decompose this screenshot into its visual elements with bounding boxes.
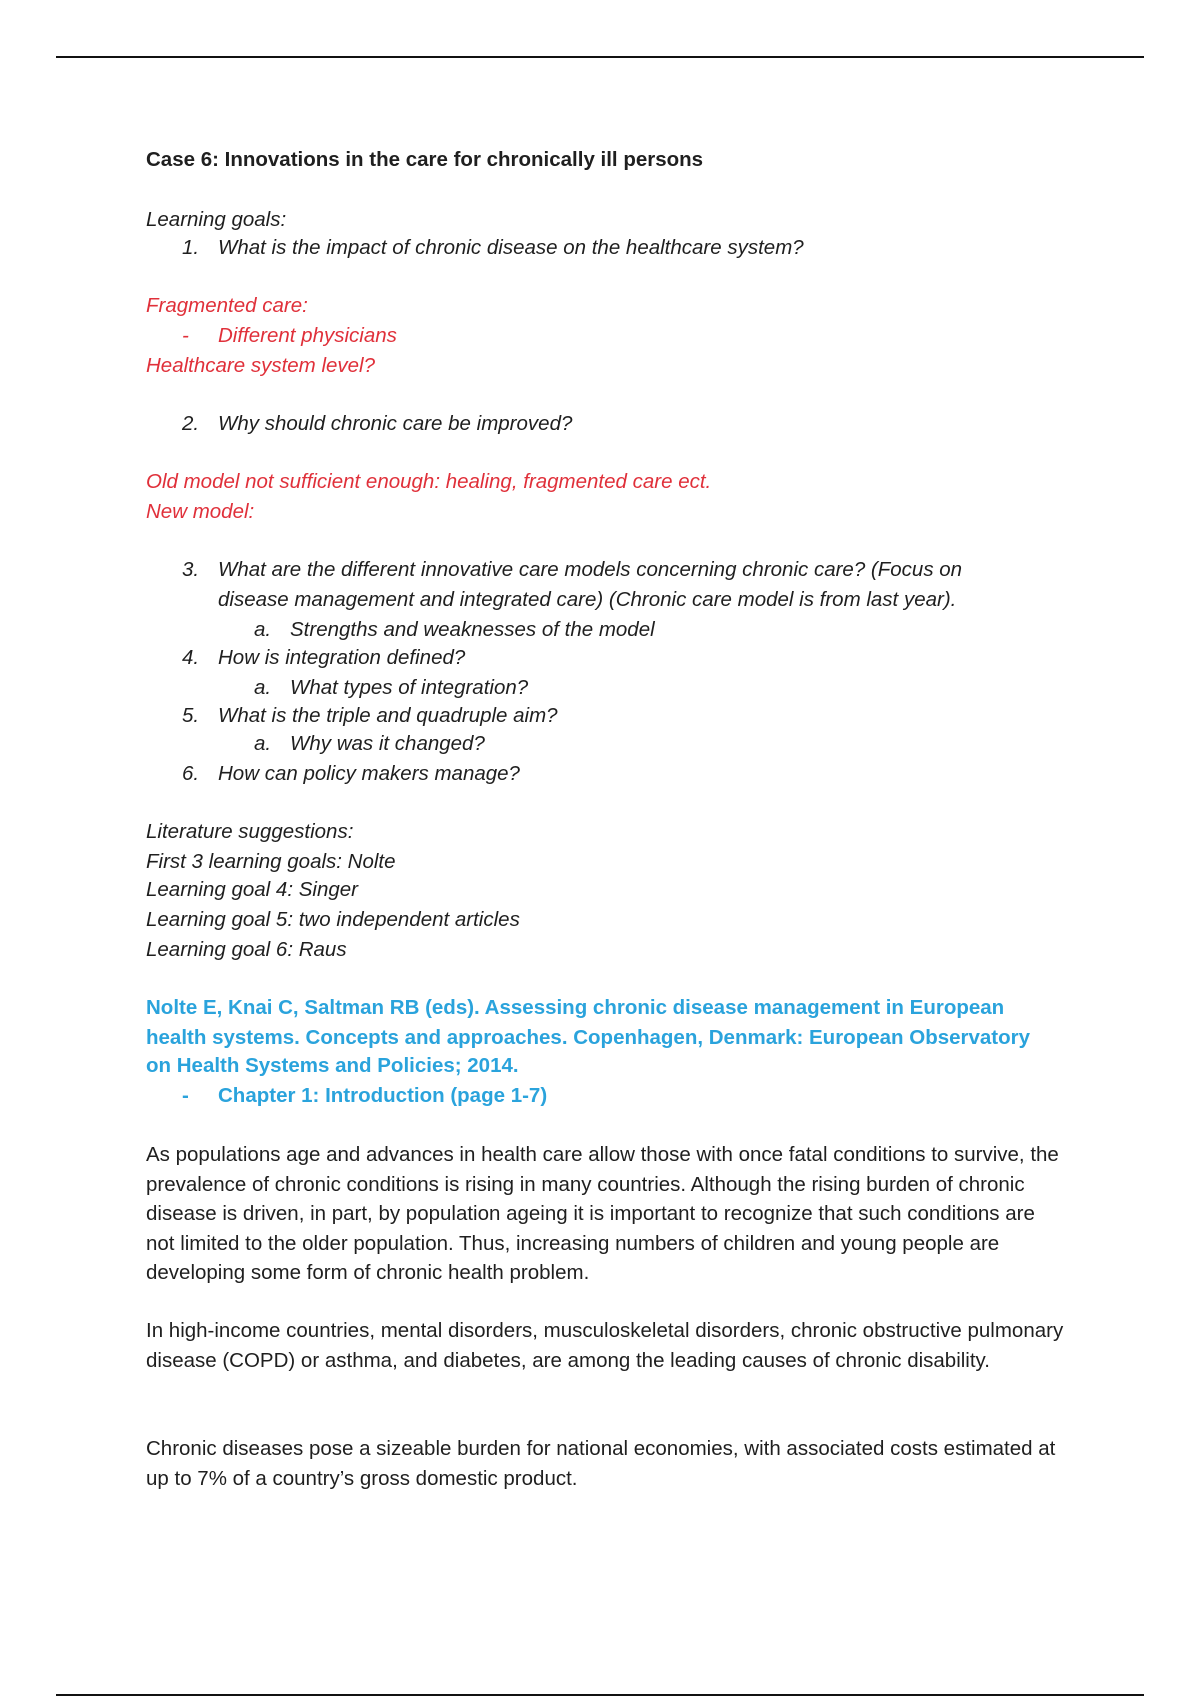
goal-text: Strengths and weaknesses of the model — [290, 618, 655, 641]
goal-6 — [146, 760, 520, 788]
note-new-model: New model: — [146, 500, 255, 523]
literature-item: Learning goal 6: Raus — [146, 938, 347, 961]
goal-text: What is the triple and quadruple aim? — [218, 704, 558, 727]
bottom-rule — [56, 1694, 1144, 1696]
literature-item: Learning goal 4: Singer — [146, 878, 358, 901]
goal-letter: a. — [254, 618, 272, 641]
goal-text: What is the impact of chronic disease on the healthcare system? — [218, 236, 804, 259]
bullet-text: Different physicians — [218, 324, 397, 347]
reference-line-3: on Health Systems and Policies; 2014. — [146, 1054, 519, 1077]
note-system-level: Healthcare system level? — [146, 354, 376, 377]
goal-number: 2. — [182, 412, 200, 435]
top-rule — [56, 56, 1144, 58]
goal-5a — [146, 730, 485, 758]
goal-number: 5. — [182, 704, 200, 727]
dash-bullet: - — [182, 324, 189, 347]
goal-text: How can policy makers manage? — [218, 762, 520, 785]
learning-goals-label: Learning goals: — [146, 208, 287, 231]
reference-line-2: health systems. Concepts and approaches. Copenhagen, Denmark: European Observatory — [146, 1026, 1031, 1049]
literature-item: Learning goal 5: two independent articles — [146, 908, 520, 931]
literature-item: First 3 learning goals: Nolte — [146, 850, 396, 873]
goal-2 — [146, 410, 572, 438]
goal-text: What types of integration? — [290, 676, 529, 699]
dash-bullet: - — [182, 1084, 189, 1107]
body-paragraph-3: Chronic diseases pose a sizeable burden for national economies, with associated costs estimated at up to 7% of a country’s gross domestic product. — [146, 1437, 1056, 1490]
goal-3-continued: disease management and integrated care) (Chronic care model is from last year). — [218, 588, 957, 611]
reference-chapter — [146, 1082, 547, 1110]
goal-letter: a. — [254, 732, 272, 755]
chapter-text: Chapter 1: Introduction (page 1-7) — [218, 1084, 548, 1107]
note-old-model: Old model not sufficient enough: healing, fragmented care ect. — [146, 470, 712, 493]
note-fragmented-care: Fragmented care: — [146, 294, 308, 317]
goal-4 — [146, 644, 465, 672]
goal-text: What are the different innovative care models concerning chronic care? (Focus on — [218, 558, 963, 581]
document-title: Case 6: Innovations in the care for chronically ill persons — [146, 148, 704, 171]
goal-3 — [146, 556, 962, 584]
goal-number: 4. — [182, 646, 200, 669]
literature-label: Literature suggestions: — [146, 820, 354, 843]
goal-5 — [146, 702, 558, 730]
reference-line-1: Nolte E, Knai C, Saltman RB (eds). Assessing chronic disease management in European — [146, 996, 1005, 1019]
goal-letter: a. — [254, 676, 272, 699]
goal-number: 6. — [182, 762, 200, 785]
goal-text: How is integration defined? — [218, 646, 466, 669]
goal-1 — [146, 234, 804, 262]
note-different-physicians — [146, 322, 397, 350]
body-paragraph-1: As populations age and advances in health care allow those with once fatal conditions to survive, the prevalence of chronic conditions is rising in many countries. Although the rising burden of chronic disease is driven, in part, by population ageing it is important to recognize that such conditions are not limited to the older population. Thus, increasing numbers of children and young people are developing some form of chronic health problem. — [146, 1143, 1059, 1284]
goal-number: 1. — [182, 236, 200, 259]
goal-text: Why should chronic care be improved? — [218, 412, 573, 435]
goal-number: 3. — [182, 558, 200, 581]
goal-3a — [146, 616, 655, 644]
body-paragraph-2: In high-income countries, mental disorders, musculoskeletal disorders, chronic obstructive pulmonary disease (COPD) or asthma, and diabetes, are among the leading causes of chronic disability. — [146, 1319, 1064, 1372]
goal-text: Why was it changed? — [290, 732, 485, 755]
goal-4a — [146, 674, 528, 702]
